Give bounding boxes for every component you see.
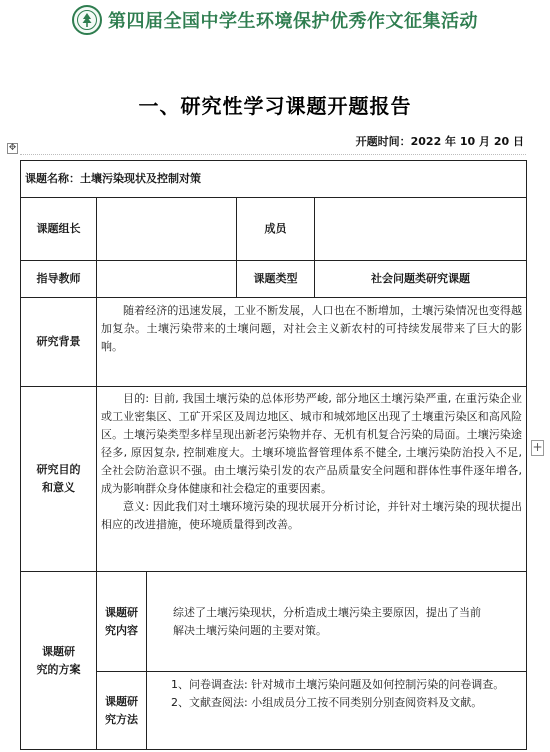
table-row bbox=[21, 161, 527, 198]
advisor-label: 指导教师 bbox=[21, 261, 97, 298]
advisor-value-cell[interactable] bbox=[97, 261, 237, 298]
logo bbox=[72, 5, 102, 35]
content-cell[interactable] bbox=[147, 572, 527, 672]
purpose-label-line2: 和意义 bbox=[42, 481, 75, 494]
table-row bbox=[21, 387, 527, 572]
add-row-handle-icon[interactable]: + bbox=[532, 440, 543, 454]
type-value-cell[interactable]: 社会问题类研究课题 bbox=[315, 261, 527, 298]
topic-label: 课题名称： bbox=[25, 172, 80, 185]
methods-cell[interactable] bbox=[147, 672, 527, 750]
purpose-paragraph-2: 意义: 因此我们对土壤环境污染的现状展开分析讨论，并针对土壤污染的现状提出相应的改进措施，使环境质量得到改善。 bbox=[101, 500, 522, 531]
methods-item-1: 1、问卷调查法: 针对城市土壤污染问题及如何控制污染的问卷调查。 bbox=[171, 678, 505, 691]
members-label: 成员 bbox=[237, 198, 315, 261]
leader-value-cell[interactable] bbox=[97, 198, 237, 261]
purpose-label bbox=[21, 387, 97, 572]
table-row bbox=[21, 198, 527, 261]
table-row bbox=[21, 261, 527, 298]
members-value-cell[interactable] bbox=[315, 198, 527, 261]
methods-label-line1: 课题研 bbox=[105, 694, 138, 708]
margin-guide bbox=[20, 154, 526, 155]
table-row bbox=[21, 298, 527, 387]
content-text-line2: 解决土壤污染问题的主要对策。 bbox=[173, 623, 327, 637]
type-label: 课题类型 bbox=[237, 261, 315, 298]
table-move-handle-icon[interactable]: ✥ bbox=[8, 143, 17, 153]
header-banner bbox=[0, 0, 550, 40]
report-form-table bbox=[20, 160, 527, 750]
methods-item-2: 2、文献查阅法: 小组成员分工按不同类别分别查阅资料及文献。 bbox=[171, 696, 483, 709]
topic-value: 土壤污染现状及控制对策 bbox=[80, 172, 201, 185]
purpose-label-line1: 研究目的 bbox=[36, 463, 81, 476]
plan-label-line2: 究的方案 bbox=[36, 662, 81, 676]
table-row bbox=[21, 572, 527, 672]
plan-label bbox=[21, 572, 97, 750]
report-title: 一、研究性学习课题开题报告 bbox=[138, 94, 412, 118]
purpose-paragraph-1: 目的: 目前, 我国土壤污染的总体形势严峻, 部分地区土壤污染严重, 在重污染企业或工业密集区、工矿开采区及周边地区、城市和城郊地区出现了土壤重污染区和高风险区。土壤污染类型多样呈现出新老污染物并存、无机有机复合污染的局面。土壤污染途径多, 原因复杂, 控制难度大。土壤环境监督管理体系不健全, 土壤污染防治投入不足, 全社会防治意识不强。由土壤污染引发的农产品质量安全问题和群体性事件逐年增各, 成为影响群众身体健康和社会稳定的重要因素。 bbox=[101, 392, 522, 495]
purpose-cell[interactable] bbox=[97, 387, 527, 572]
methods-label bbox=[97, 672, 147, 750]
content-label-line1: 课题研 bbox=[105, 605, 138, 619]
content-text-line1: 综述了土壤污染现状，分析造成土壤污染主要原因，提出了当前 bbox=[173, 605, 481, 619]
logo-tree-icon bbox=[76, 9, 98, 31]
background-cell[interactable] bbox=[97, 298, 527, 387]
report-date: 开题时间：2022 年 10 月 20 日 bbox=[355, 135, 524, 148]
content-label bbox=[97, 572, 147, 672]
background-text: 随着经济的迅速发展，工业不断发展，人口也在不断增加，土壤污染情况也变得越加复杂。土壤污染带来的土壤问题，对社会主义新农村的可持续发展带来了巨大的影响。 bbox=[101, 304, 522, 353]
content-label-line2: 究内容 bbox=[105, 623, 138, 637]
background-label: 研究背景 bbox=[21, 298, 97, 387]
banner-title: 第四届全国中学生环境保护优秀作文征集活动 bbox=[108, 11, 478, 32]
plan-label-line1: 课题研 bbox=[42, 644, 75, 658]
leader-label: 课题组长 bbox=[21, 198, 97, 261]
methods-label-line2: 究方法 bbox=[105, 712, 138, 726]
table-row bbox=[21, 672, 527, 750]
topic-cell[interactable] bbox=[21, 161, 527, 198]
